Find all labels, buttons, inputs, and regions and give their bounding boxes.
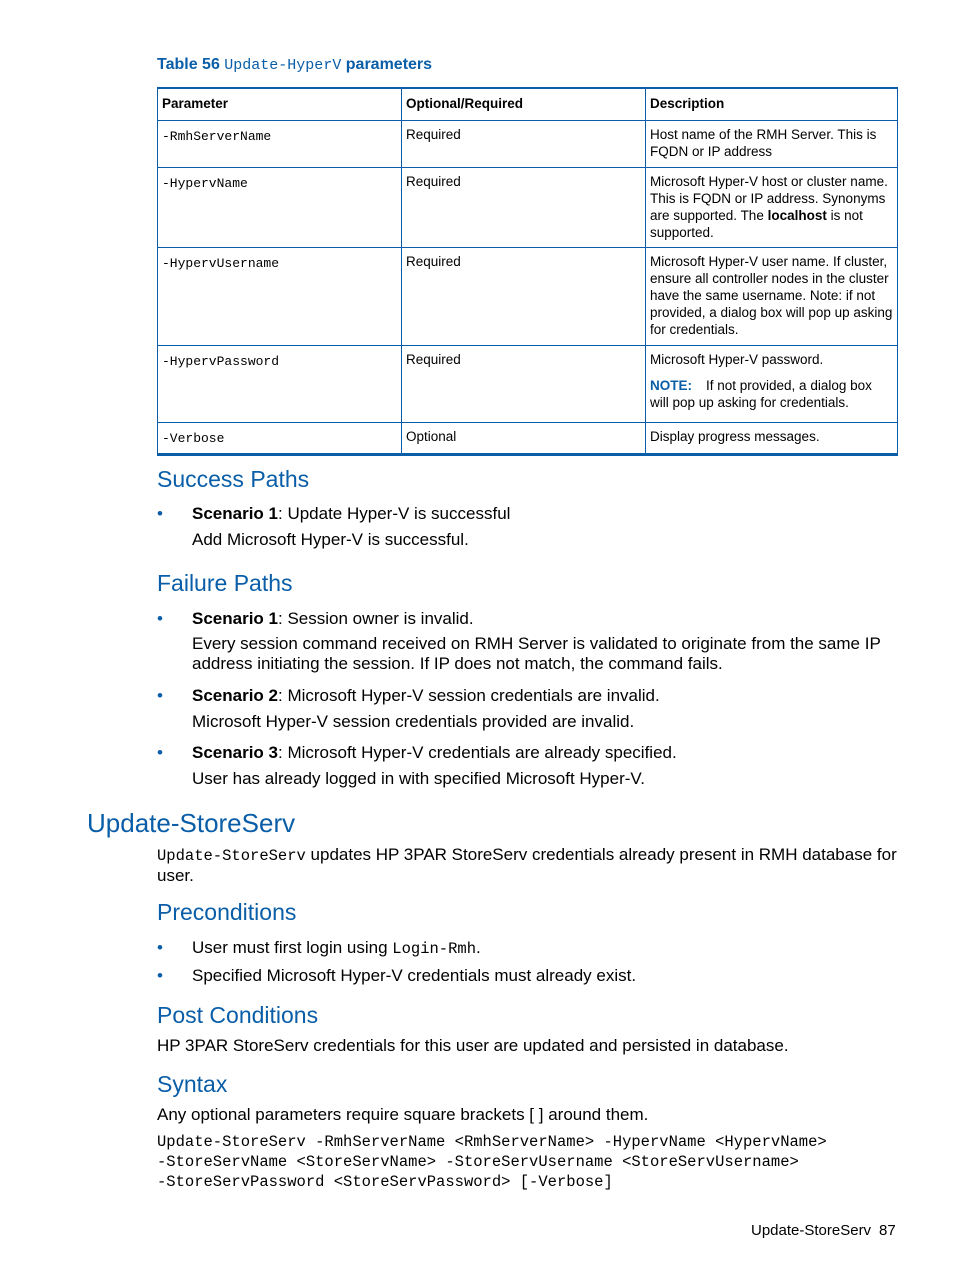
param-cell: -HypervPassword	[158, 346, 402, 423]
param-cell: -HypervName	[158, 168, 402, 248]
parameters-table	[157, 87, 898, 456]
note-text: If not provided, a dialog box will pop up asking for credentials.	[650, 378, 872, 410]
scenario-label: Scenario 3	[192, 743, 278, 762]
section-heading: Update-StoreServ	[87, 808, 296, 838]
table-row	[158, 423, 898, 455]
intro-code: Update-StoreServ	[157, 847, 306, 865]
success-paths-heading: Success Paths	[157, 466, 310, 492]
section-intro	[157, 845, 897, 886]
desc-cell: Host name of the RMH Server. This is FQDN or IP address	[646, 121, 898, 168]
post-conditions-heading: Post Conditions	[157, 1002, 319, 1028]
scenario-label: Scenario 1	[192, 609, 278, 628]
bullet-icon: •	[157, 609, 163, 628]
note-label: NOTE:	[650, 378, 692, 393]
req-cell: Required	[402, 121, 646, 168]
desc-cell	[646, 168, 898, 248]
req-cell: Optional	[402, 423, 646, 455]
syntax-heading: Syntax	[157, 1071, 228, 1097]
desc-text: Microsoft Hyper-V host or cluster name. This is FQDN or IP address. Synonyms are supported. The	[650, 174, 888, 223]
scenario-detail: Add Microsoft Hyper-V is successful.	[192, 530, 469, 549]
req-cell: Required	[402, 346, 646, 423]
intro-text: updates HP 3PAR StoreServ credentials already present in RMH database for user.	[157, 845, 897, 885]
syntax-text: Any optional parameters require square brackets [ ] around them.	[157, 1105, 649, 1124]
scenario-text: : Update Hyper-V is successful	[278, 504, 511, 523]
login-rmh-code: Login-Rmh	[392, 940, 477, 958]
table-caption-suffix: parameters	[345, 56, 433, 73]
scenario-label: Scenario 2	[192, 686, 278, 705]
note	[650, 377, 893, 411]
scenario-text: : Microsoft Hyper-V credentials are already specified.	[278, 743, 677, 762]
table-row	[158, 121, 898, 168]
scenario-detail: Microsoft Hyper-V session credentials provided are invalid.	[192, 712, 635, 731]
scenario-text: : Microsoft Hyper-V session credentials are invalid.	[278, 686, 660, 705]
req-cell: Required	[402, 248, 646, 346]
table-caption	[157, 56, 432, 74]
failure-paths-heading: Failure Paths	[157, 570, 293, 596]
footer-section-name: Update-StoreServ	[751, 1222, 872, 1239]
param-cell: -Verbose	[158, 423, 402, 455]
header-description: Description	[646, 88, 898, 121]
table-row	[158, 248, 898, 346]
header-parameter: Parameter	[158, 88, 402, 121]
localhost-keyword: localhost	[767, 208, 827, 223]
param-cell: -RmhServerName	[158, 121, 402, 168]
syntax-code: Update-StoreServ -RmhServerName <RmhServerName> -HypervName <HypervName> -StoreServName <StoreServName> -StoreServUsername <StoreServUsername> -StoreServPassword <StoreServPassword> [-Verbose]	[157, 1133, 827, 1191]
scenario-detail: User has already logged in with specified Microsoft Hyper-V.	[192, 769, 645, 788]
bullet-icon: •	[157, 966, 163, 985]
post-conditions-text: HP 3PAR StoreServ credentials for this user are updated and persisted in database.	[157, 1036, 789, 1055]
precondition-text: Specified Microsoft Hyper-V credentials must already exist.	[192, 966, 637, 985]
scenario-label: Scenario 1	[192, 504, 278, 523]
desc-text: is not supported.	[650, 208, 863, 240]
bullet-icon: •	[157, 504, 163, 523]
preconditions-heading: Preconditions	[157, 899, 297, 925]
scenario-text: : Session owner is invalid.	[278, 609, 474, 628]
desc-cell: Display progress messages.	[646, 423, 898, 455]
desc-cell: Microsoft Hyper-V user name. If cluster, ensure all controller nodes in the cluster have the same username. Note: if not provided, a dialog box will pop up asking for credentials.	[646, 248, 898, 346]
table-row	[158, 346, 898, 423]
precondition-end: .	[476, 938, 481, 957]
scenario-detail: Every session command received on RMH Server is validated to originate from the same IP address initiating the session. If IP does not match, the command fails.	[192, 634, 881, 673]
precondition-text: User must first login using	[192, 938, 393, 957]
header-optional-required: Optional/Required	[402, 88, 646, 121]
table-row	[158, 168, 898, 248]
table-caption-code: Update-HyperV	[224, 57, 342, 74]
param-cell: -HypervUsername	[158, 248, 402, 346]
bullet-icon: •	[157, 686, 163, 705]
bullet-icon: •	[157, 938, 163, 957]
req-cell: Required	[402, 168, 646, 248]
page-number: 87	[879, 1222, 896, 1239]
desc-cell	[646, 346, 898, 423]
table-header-row	[158, 88, 898, 121]
bullet-icon: •	[157, 743, 163, 762]
desc-text: Microsoft Hyper-V password.	[650, 352, 824, 367]
table-caption-number: Table 56	[157, 56, 220, 73]
